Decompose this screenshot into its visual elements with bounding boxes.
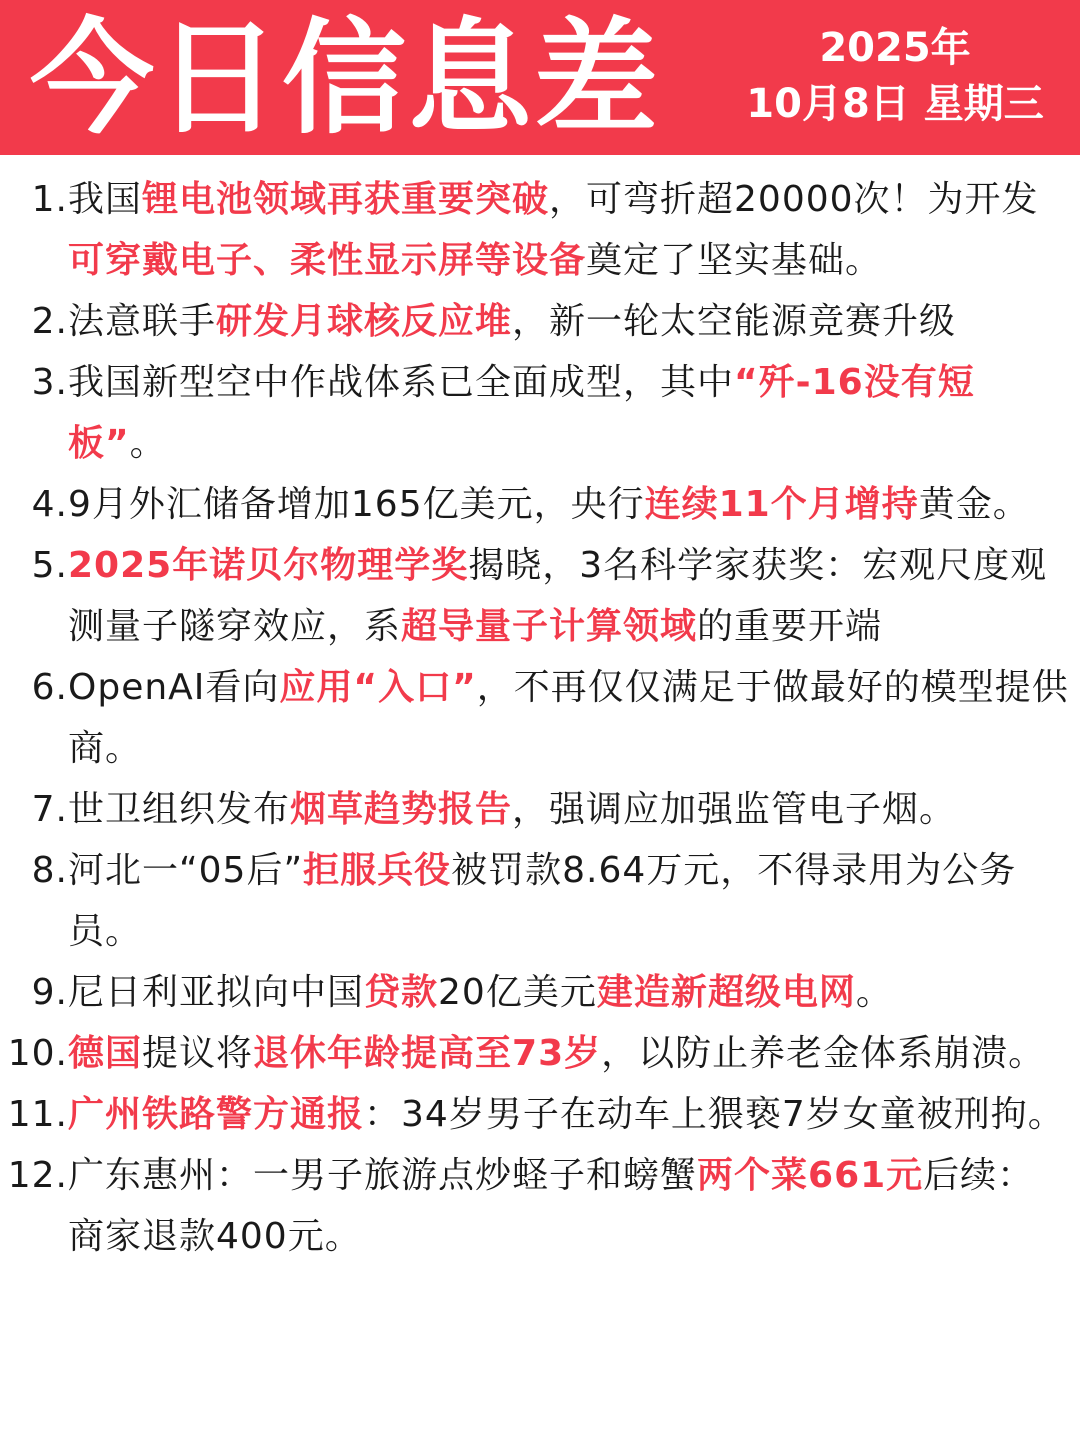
highlight-text: 德国	[68, 1033, 143, 1074]
header-year: 2025年	[819, 25, 971, 71]
news-item	[0, 474, 1080, 535]
news-item	[0, 1023, 1080, 1084]
body-text: 提议将	[142, 1033, 254, 1074]
news-item-text	[68, 535, 1080, 657]
news-item-number: 6.	[31, 667, 68, 708]
highlight-text: 超导量子计算领域	[401, 606, 698, 647]
news-item-text	[68, 962, 1080, 1023]
body-text: ：34岁男子在动车上猥亵7岁女童被刑拘。	[364, 1094, 1065, 1135]
news-list	[0, 155, 1080, 1267]
body-text: 我国	[68, 179, 143, 220]
body-text: 。	[855, 972, 893, 1013]
body-text: ，新一轮太空能源竞赛升级	[512, 301, 957, 342]
news-item	[0, 535, 1080, 657]
news-item-number: 9.	[31, 972, 68, 1013]
news-item	[0, 962, 1080, 1023]
news-item-number: 4.	[31, 484, 68, 525]
news-item-number: 1.	[31, 179, 68, 220]
highlight-text: 可穿戴电子、柔性显示屏等设备	[68, 240, 587, 281]
highlight-text: 烟草趋势报告	[290, 789, 513, 830]
body-text: ，以防止养老金体系崩溃。	[601, 1033, 1046, 1074]
news-item-number: 3.	[31, 362, 68, 403]
highlight-text: 贷款	[364, 972, 439, 1013]
highlight-text: 研发月球核反应堆	[216, 301, 513, 342]
news-item-text	[68, 1145, 1080, 1267]
news-item	[0, 352, 1080, 474]
news-item-text	[68, 1084, 1080, 1145]
news-item-text	[68, 352, 1080, 474]
body-text: 9月外汇储备增加165亿美元，央行	[68, 484, 645, 525]
body-text: 世卫组织发布	[68, 789, 291, 830]
body-text: 的重要开端	[697, 606, 883, 647]
news-item-text	[68, 291, 1080, 352]
body-text: 后续：商家退款400元。	[68, 1155, 1035, 1257]
header-day: 10月8日 星期三	[746, 81, 1044, 127]
highlight-text: 应用“入口”	[279, 667, 477, 708]
body-text: ，不再仅仅满足于做最好的模型提供商。	[68, 667, 1069, 769]
highlight-text: 退休年龄提高至73岁	[253, 1033, 602, 1074]
body-text: 揭晓，3名科学家获奖：宏观尺度观测量子隧穿效应，系	[68, 545, 1048, 647]
news-item	[0, 1145, 1080, 1267]
body-text: ，可弯折超20000次！为开发	[549, 179, 1039, 220]
body-text: 。	[129, 423, 167, 464]
news-item-number: 11.	[7, 1094, 68, 1135]
header-banner	[0, 0, 1080, 155]
body-text: OpenAI看向	[68, 667, 280, 708]
news-item	[0, 840, 1080, 962]
highlight-text: 锂电池领域再获重要突破	[142, 179, 550, 220]
body-text: ，强调应加强监管电子烟。	[512, 789, 957, 830]
body-text: 被罚款8.64万元，不得录用为公务员。	[68, 850, 1017, 952]
highlight-text: 建造新超级电网	[596, 972, 856, 1013]
news-item-text	[68, 840, 1080, 962]
body-text: 奠定了坚实基础。	[586, 240, 883, 281]
news-item-text	[68, 169, 1080, 291]
body-text: 我国新型空中作战体系已全面成型，其中	[68, 362, 735, 403]
news-item-text	[68, 657, 1080, 779]
body-text: 法意联手	[68, 301, 217, 342]
body-text: 黄金。	[918, 484, 1030, 525]
body-text: 尼日利亚拟向中国	[68, 972, 365, 1013]
news-item	[0, 1084, 1080, 1145]
highlight-text: “歼-16没有短板”	[68, 362, 975, 464]
body-text: 广东惠州：一男子旅游点炒蛏子和螃蟹	[68, 1155, 698, 1196]
page-title: 今日信息差	[30, 7, 661, 151]
news-item-number: 12.	[7, 1155, 68, 1196]
news-item	[0, 657, 1080, 779]
body-text: 河北一“05后”	[68, 850, 304, 891]
highlight-text: 连续11个月增持	[644, 484, 919, 525]
highlight-text: 广州铁路警方通报	[68, 1094, 365, 1135]
news-item-number: 8.	[31, 850, 68, 891]
news-item	[0, 169, 1080, 291]
body-text: 20亿美元	[438, 972, 597, 1013]
header-date	[730, 20, 1060, 132]
news-item-number: 7.	[31, 789, 68, 830]
news-item-text	[68, 1023, 1080, 1084]
news-item-number: 10.	[7, 1033, 68, 1074]
highlight-text: 2025年诺贝尔物理学奖	[68, 545, 469, 586]
highlight-text: 两个菜661元	[697, 1155, 924, 1196]
highlight-text: 拒服兵役	[303, 850, 452, 891]
news-item-text	[68, 779, 1080, 840]
news-item-text	[68, 474, 1080, 535]
news-item	[0, 291, 1080, 352]
news-item-number: 5.	[31, 545, 68, 586]
news-item	[0, 779, 1080, 840]
news-item-number: 2.	[31, 301, 68, 342]
